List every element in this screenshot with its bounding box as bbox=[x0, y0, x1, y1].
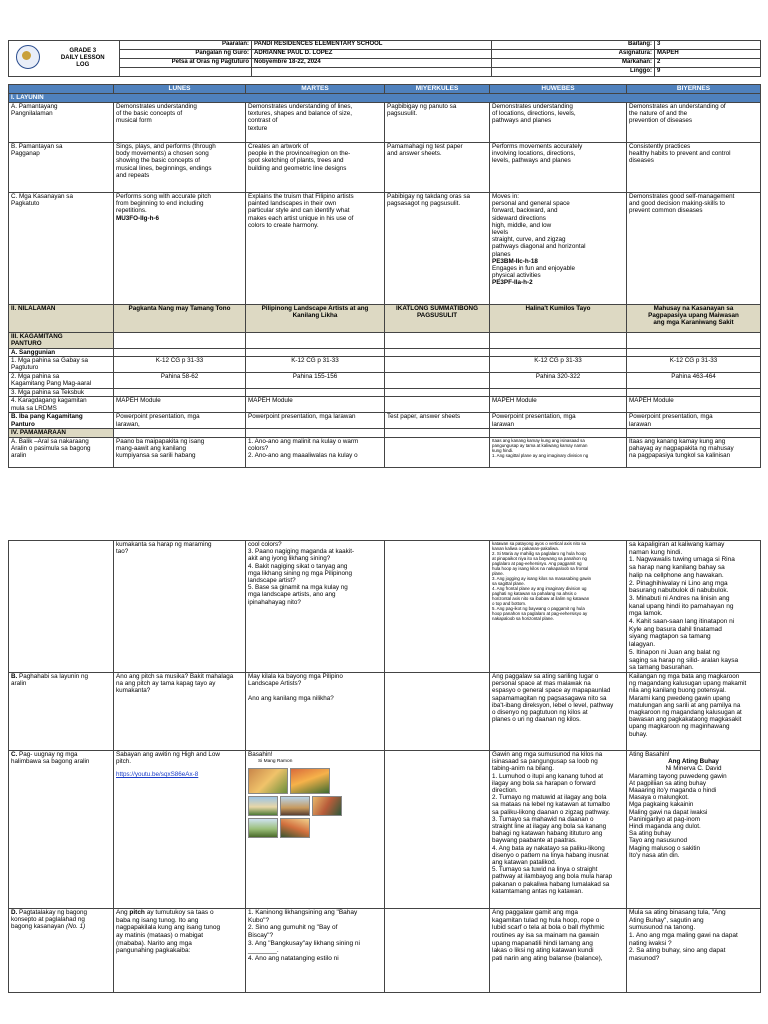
table-cell: Creates an artwork of people in the province/region on the- spot sketching of plants, trees and building and geometric line designs bbox=[246, 143, 385, 193]
topic-lunes: Pagkanta Nang may Tamang Tono bbox=[114, 305, 246, 333]
table-cell: K-12 CG p 31-33 bbox=[490, 357, 627, 373]
table-cell: Powerpoint presentation, mga larawan bbox=[246, 413, 385, 429]
table-cell: MAPEH Module bbox=[627, 397, 761, 413]
table-cell: Gawin ang mga sumusunod na kilos na isinasaad sa pangungusap sa loob ng tabing-anim na bilang. 1. Lumuhod o itupi ang kanang tuhod at ilagay ang bola sa harapan o forward direction. 2. Tumayo ng matuwid at ilagay ang bola sa mataas na lebel ng katawan at tumalbo sa paliku-likong daanan o zigzag pathway. 3. Tumayo sa mahawid na daanan o straight line at ilagay ang bola sa kanang bahagi ng katawan habang itituturo ang baywang paabante at paatras. 4. Ang bata ay nakatayo sa paliku-likong disenyo o pattern na linya habang inusnat ang katawan patalikod. 5. Tumayo sa tuwid na linya o straight pathway at ilambayog ang bola mula harap pakanan o pakaliwa habang lumalakad sa katamtamang antas ng katawan. bbox=[490, 750, 627, 908]
row-label: A. Pamantayang Pangnilalaman bbox=[9, 103, 114, 143]
row-label: 2. Mga pahina sa Kagamitang Pang Mag-aaral bbox=[9, 373, 114, 389]
table-cell bbox=[246, 389, 385, 397]
pitch-definition: ay tumutukoy sa taas o baba ng isang tunog. Ito ang nagpapakilala kung ang isang tunog ay matinis (mataas) o mabigat (mababa). Narito ang mga pangunahing pagkakaiba: bbox=[116, 908, 221, 955]
table-row bbox=[9, 193, 761, 305]
table-cell bbox=[246, 750, 385, 908]
table-cell: Demonstrates understanding of the basic concepts of musical form bbox=[114, 103, 246, 143]
topic-biyernes: Mahusay na Kasanayan sa Pagpapasiya upang Maiwasan ang mga Karaniwang Sakit bbox=[627, 305, 761, 333]
table-cell: MAPEH Module bbox=[490, 397, 627, 413]
table-cell: Test paper, answer sheets bbox=[385, 413, 490, 429]
artwork-thumbnail bbox=[280, 796, 310, 816]
table-cell bbox=[246, 429, 385, 437]
table-cell bbox=[385, 541, 490, 673]
asignatura-value: MAPEH bbox=[655, 50, 761, 59]
table-cell: Demonstrates good self-management and good decision making-skills to prevent common diseases bbox=[627, 193, 761, 305]
table-row bbox=[9, 750, 761, 908]
markahan-label: Markahan: bbox=[492, 59, 655, 68]
table-cell: Powerpoint presentation, mga larawan bbox=[627, 413, 761, 429]
table-row bbox=[9, 349, 761, 357]
table-row bbox=[9, 429, 761, 437]
row-label bbox=[9, 541, 114, 673]
page-gap bbox=[0, 500, 768, 520]
table-cell: Demonstrates understanding of locations, directions, levels, pathways and planes bbox=[490, 103, 627, 143]
topic-miyerkules: IKATLONG SUMMATIBONG PAGSUSULIT bbox=[385, 305, 490, 333]
table-cell bbox=[627, 333, 761, 349]
table-cell: Pahina 155-156 bbox=[246, 373, 385, 389]
paaralan-value: PANDI RESIDENCES ELEMENTARY SCHOOL bbox=[252, 41, 492, 50]
table-cell bbox=[385, 750, 490, 908]
basahin-title: Basahin! bbox=[248, 750, 273, 758]
lesson-table-page-2 bbox=[8, 540, 761, 993]
table-cell bbox=[627, 349, 761, 357]
row-label bbox=[9, 750, 114, 908]
paaralan-label: Paaralan: bbox=[120, 41, 252, 50]
table-row bbox=[9, 357, 761, 373]
table-row bbox=[9, 389, 761, 397]
table-cell: katawan sa patayong ayos o vertical axis nito sa kanan kaliwa o pakanan-pakaliwa. 2. Si Maria ay mahilig sa paglalaro ng hula hoop at pinapaikot niya ito sa baywang sa panahon ng paglalaro at pag-eehersisyo. Ang paggamit ng hula hoop ay isang kilos na nakapaloob sa frontal plane. 3. Ang jogging ay isang kilos na masasabing gawin sa sagittal plane. 4. Ang frontal plane ay ang imaginary division ug paghati ng katawan sa pahalang na ahsis o horizontal axis nito sa ibabaw at ilalim ng katawan o top and bottom. 5. Ang pag-ikot ng baywang o paggamit ng hula hoop panahon sa paglalaro at pag-eehersisyo ay nakapaloob sa horizontal plane. bbox=[490, 541, 627, 673]
header-table bbox=[8, 40, 761, 77]
table-cell: Paano ba maipapakita ng isang mang-aawit ang kanilang kumpiyansa sa sarili habang bbox=[114, 437, 246, 467]
document-page-2 bbox=[0, 520, 768, 1024]
table-cell: Ang paggalaw sa ating sariling lugar o personal space at mas malawak na espasyo o general space ay mapapaunlad sapamamagitan ng pagsasagawa nito sa iba't-ibang direksyon, lebel o level, pathway o disenyo ng pagtutuon ng kilos at planes o uri ng daanan ng kilos. bbox=[490, 672, 627, 750]
table-cell bbox=[627, 429, 761, 437]
table-cell bbox=[114, 908, 246, 992]
table-cell: Ano ang pitch sa musika? Bakit mahalaga na ang pitch ay tama kapag tayo ay kumakanta? bbox=[114, 672, 246, 750]
competency-code: PE3PF-IIa-h-2 bbox=[492, 279, 533, 287]
artwork-thumbnail bbox=[248, 818, 278, 838]
petsa-value: Nobyembre 18-22, 2024 bbox=[252, 59, 492, 68]
table-cell: MAPEH Module bbox=[114, 397, 246, 413]
table-cell: Pahina 463-464 bbox=[627, 373, 761, 389]
basahin-title: Ating Basahin! bbox=[629, 750, 670, 758]
table-cell bbox=[490, 333, 627, 349]
row-label: B. Iba pang Kagamitang Panturo bbox=[9, 413, 114, 429]
day-biyernes: BIYERNES bbox=[627, 85, 761, 94]
skill-text: Moves in: personal and general space forward, backward, and sideward directions high, middle, and low levels straight, curve, and zigzag pathways diagonal and horizontal planes bbox=[492, 193, 586, 258]
row-letter: C. bbox=[11, 750, 18, 758]
table-cell: K-12 CG p 31-33 bbox=[627, 357, 761, 373]
topic-huwebes: Halina't Kumilos Tayo bbox=[490, 305, 627, 333]
day-lunes: LUNES bbox=[114, 85, 246, 94]
table-cell bbox=[385, 333, 490, 349]
table-row bbox=[9, 672, 761, 750]
table-cell: Pamamahagi ng test paper and answer sheets. bbox=[385, 143, 490, 193]
table-cell bbox=[490, 389, 627, 397]
artwork-thumbnail bbox=[248, 768, 288, 794]
row-label bbox=[9, 672, 114, 750]
day-miyerkules: MIYERKULES bbox=[385, 85, 490, 94]
baitang-value: 3 bbox=[655, 41, 761, 50]
deped-seal-icon bbox=[16, 45, 40, 69]
artwork-thumbnail bbox=[280, 818, 310, 838]
table-cell bbox=[114, 349, 246, 357]
competency-code: PE3BM-IIc-h-18 bbox=[492, 257, 538, 265]
table-cell bbox=[490, 193, 627, 305]
poem-author: Ni Minerva C. David bbox=[665, 765, 722, 773]
table-cell: Itaas ang kanang kamay kung ang pahayag ay nagpapakita ng mahusay na pagpapasiya tungkol sa kalinisan bbox=[627, 437, 761, 467]
row-label: A. Balik –Aral sa nakaraang Aralin o pasimula sa bagong aralin bbox=[9, 437, 114, 467]
baitang-label: Baitang: bbox=[492, 41, 655, 50]
day-header-blank bbox=[9, 85, 114, 94]
grade-log-title: GRADE 3 DAILY LESSON LOG bbox=[47, 41, 120, 77]
table-cell bbox=[385, 389, 490, 397]
table-cell: Pagbibigay ng panuto sa pagsusulit. bbox=[385, 103, 490, 143]
artwork-thumbnail bbox=[312, 796, 342, 816]
table-row bbox=[9, 333, 761, 349]
table-cell bbox=[627, 389, 761, 397]
table-cell: cool colors? 3. Paano nagiging maganda at kaakit- akit ang iyong likhang sining? 4. Bakit nagiging sikat o tanyag ang mga likhang sining ng mga Pilipinong landscape artist? 5. Base sa ginamit na mga kulay ng mga landscape artists, ano ang ipinahahayag nito? bbox=[246, 541, 385, 673]
lesson-table-page-1 bbox=[8, 84, 761, 468]
skill-text: Engages in fun and enjoyable physical activities bbox=[492, 265, 575, 280]
table-cell bbox=[490, 429, 627, 437]
table-cell: Mula sa ating binasang tula, "Ang Ating Buhay", sagutin ang sumusunod na tanong. 1. Ano ang mga maling gawi na dapat nating iwaksi ? 2. Sa ating buhay, sino ang dapat masunod? bbox=[627, 908, 761, 992]
table-cell: Powerpoint presentation, mga larawan, bbox=[114, 413, 246, 429]
table-cell bbox=[246, 349, 385, 357]
table-cell: K-12 CG p 31-33 bbox=[114, 357, 246, 373]
table-cell: Performs movements accurately involving locations, directions, levels, pathways and planes bbox=[490, 143, 627, 193]
artwork-thumbnail bbox=[290, 768, 330, 794]
petsa-spacer-2 bbox=[252, 68, 492, 77]
table-cell: May kilala ka bayong mga Pilipino Landscape Artists? Ano ang kanilang mga nilikha? bbox=[246, 672, 385, 750]
row-label: C. Mga Kasanayan sa Pagkatuto bbox=[9, 193, 114, 305]
section-kagamitan: III. KAGAMITANG PANTURO bbox=[9, 333, 114, 349]
row-letter: B. bbox=[11, 672, 18, 680]
table-cell bbox=[385, 429, 490, 437]
row-label-text: Paghahabi sa layunin ng aralin bbox=[11, 672, 89, 688]
youtube-link[interactable]: https://youtu.be/sqxS86eAx-8 bbox=[116, 771, 199, 779]
table-cell bbox=[385, 357, 490, 373]
table-cell: Pahina 320-322 bbox=[490, 373, 627, 389]
row-label: 3. Mga pahina sa Teksbuk bbox=[9, 389, 114, 397]
table-cell bbox=[114, 750, 246, 908]
table-row bbox=[9, 908, 761, 992]
linggo-label: Linggo: bbox=[492, 68, 655, 77]
row-label: 1. Mga pahina sa Gabay sa Pagtuturo bbox=[9, 357, 114, 373]
topic-martes: Pilipinong Landscape Artists at ang Kanilang Likha bbox=[246, 305, 385, 333]
poem-text: Maraming tayong puwedeng gawin At pagpiliian sa ating buhay Maaaring ito'y maganda o hindi Masaya o malungkot. Mga pagkaing kakainin Maling gawi na dapat iwaksi Paninigarilyo at pag-inom Hindi maganda ang dulot. Sa ating buhay Tayo ang nasusunod Maging malusog o sakitin Ito'y nasa atin din. bbox=[629, 772, 727, 859]
guro-label: Pangalan ng Guro: bbox=[120, 50, 252, 59]
table-row bbox=[9, 413, 761, 429]
table-cell bbox=[627, 750, 761, 908]
section-pamamaraan: IV. PAMAMARAAN bbox=[9, 429, 114, 437]
table-cell bbox=[385, 437, 490, 467]
section-sanggunian: A. Sanggunian bbox=[9, 349, 114, 357]
table-cell: K-12 CG p 31-33 bbox=[246, 357, 385, 373]
table-row bbox=[9, 437, 761, 467]
table-cell: Ang paggalaw gamit ang mga kagamitan tulad ng hula hoop, rope o lubid scarf o tela at bola o ball rhythmic routines ay isa sa mainam na gawain upang mapanatili hindi lamang ang lakas o liksi ng ating katawan kundi pati narin ang ating balanse (balance), bbox=[490, 908, 627, 992]
guro-value: ADRIANNE PAUL D. LOPEZ bbox=[252, 50, 492, 59]
table-row bbox=[9, 397, 761, 413]
table-cell: Itaas ang kanang kamay kung ang isinasaad sa pangungusap ay tama at kaliwang kamay naman kung hindi. 1. Ang sagittal plane ay ang imaginary division ng bbox=[490, 437, 627, 467]
document-page-1 bbox=[0, 0, 768, 500]
row-letter: D. bbox=[11, 908, 18, 916]
table-cell bbox=[114, 389, 246, 397]
section-layunin: I. LAYUNIN bbox=[9, 94, 761, 103]
table-cell bbox=[114, 193, 246, 305]
pitch-term: pitch bbox=[129, 908, 145, 916]
table-cell bbox=[385, 397, 490, 413]
petsa-spacer bbox=[120, 68, 252, 77]
table-cell bbox=[114, 429, 246, 437]
skill-text: Performs song with accurate pitch from beginning to end including repetitions. bbox=[116, 193, 211, 215]
table-cell bbox=[385, 373, 490, 389]
story-author: Si Mang Ramon bbox=[258, 759, 293, 765]
table-cell: Consistently practices healthy habits to prevent and control diseases bbox=[627, 143, 761, 193]
table-row bbox=[9, 143, 761, 193]
table-cell: Sings, plays, and performs (through body movements) a chosen song showing the basic concepts of musical lines, beginnings, endings and repeats bbox=[114, 143, 246, 193]
row-label-text: Pagtatalakay ng bagong konsepto at paglalahad ng bagong kasanayan bbox=[11, 908, 87, 931]
table-cell: 1. Ano-ano ang malinit na kulay o warm colors? 2. Ano-ano ang maaaliwalas na kulay o bbox=[246, 437, 385, 467]
pitch-intro: Ang bbox=[116, 908, 130, 916]
layunin-row bbox=[9, 94, 761, 103]
table-cell: MAPEH Module bbox=[246, 397, 385, 413]
row-label: B. Pamantayan sa Pagganap bbox=[9, 143, 114, 193]
table-cell: Demonstrates understanding of lines, textures, shapes and balance of size, contrast of texture bbox=[246, 103, 385, 143]
artwork-thumbnail bbox=[248, 796, 278, 816]
table-cell bbox=[114, 333, 246, 349]
table-cell: Explains the truism that Filipino artists painted landscapes in their own particular style and can identify what makes each artist unique in his use of colors to create harmony. bbox=[246, 193, 385, 305]
poem-title: Ang Ating Buhay bbox=[668, 758, 719, 766]
petsa-label: Petsa at Oras ng Pagtuturo bbox=[120, 59, 252, 68]
table-cell: Kailangan ng mga bata ang magkaroon ng magandang kalusugan upang makamit nila ang kanilang buong potensyal. Marami kang pwedeng gawin upang matulungan ang sarili at ang pamilya na magkaroon ng magandang kalusugan at bawasan ang pagkakataong magkasakit upang magkaroon ng maginhawang buhay. bbox=[627, 672, 761, 750]
activity-text: Sabayan ang awitin ng High and Low pitch. bbox=[116, 750, 220, 766]
day-martes: MARTES bbox=[246, 85, 385, 94]
deped-seal-cell bbox=[9, 41, 47, 77]
asignatura-label: Asignatura: bbox=[492, 50, 655, 59]
row-label-note: (No. 1) bbox=[65, 923, 86, 931]
table-cell bbox=[490, 349, 627, 357]
markahan-value: 2 bbox=[655, 59, 761, 68]
table-cell: Pahina 58-62 bbox=[114, 373, 246, 389]
row-label bbox=[9, 908, 114, 992]
table-row bbox=[9, 541, 761, 673]
table-row bbox=[9, 373, 761, 389]
day-huwebes: HUWEBES bbox=[490, 85, 627, 94]
row-label: 4. Karagdagang kagamitan mula sa LRDMS bbox=[9, 397, 114, 413]
table-cell: Powerpoint presentation, mga larawan bbox=[490, 413, 627, 429]
section-nilalaman: II. NILALAMAN bbox=[9, 305, 114, 333]
table-cell: sa kapaligiran at kaliwang kamay naman kung hindi. 1. Nagwawalis tuwing umaga si Rina sa harap nang kanilang bahay sa halip na cellphone ang hawakan. 2. Pinaghihiwalay ni Lino ang mga basurang nabubulok di nabubulok. 3. Minabuti ni Andres na linisin ang kanal upang hindi ito pamahayan ng mga lamok. 4. Kahit saan-saan lang itinatapon ni Kyle ang basura dahil tinatamad siyang magtapon sa tamang lalagyan. 5. Itinapon ni Juan ang balat ng saging sa harap ng silid- aralan kaysa sa tamang basurahan. bbox=[627, 541, 761, 673]
row-label-text: Pag- uugnay ng mga halimbawa sa bagong aralin bbox=[11, 750, 90, 766]
linggo-value: 9 bbox=[655, 68, 761, 77]
table-cell bbox=[385, 908, 490, 992]
table-cell bbox=[385, 349, 490, 357]
competency-code: MU3FO-IIg-h-6 bbox=[116, 214, 160, 222]
nilalaman-row bbox=[9, 305, 761, 333]
table-cell bbox=[246, 333, 385, 349]
table-cell bbox=[385, 672, 490, 750]
table-cell: 1. Kaninong likhangsining ang "Bahay Kubo"? 2. Sino ang gumuhit ng "Bay of Biscay"? 3. Ang "Bangkusay"ay likhang sining ni ________. 4. Ano ang natatanging estilo ni bbox=[246, 908, 385, 992]
table-cell: Pabibigay ng takdang oras sa pagsasagot ng pagsusulit. bbox=[385, 193, 490, 305]
table-row bbox=[9, 103, 761, 143]
landscape-artwork-gallery bbox=[248, 768, 360, 838]
table-cell: kumakanta sa harap ng maraming tao? bbox=[114, 541, 246, 673]
table-cell: Demonstrates an understanding of the nature of and the prevention of diseases bbox=[627, 103, 761, 143]
day-header-row bbox=[9, 85, 761, 94]
